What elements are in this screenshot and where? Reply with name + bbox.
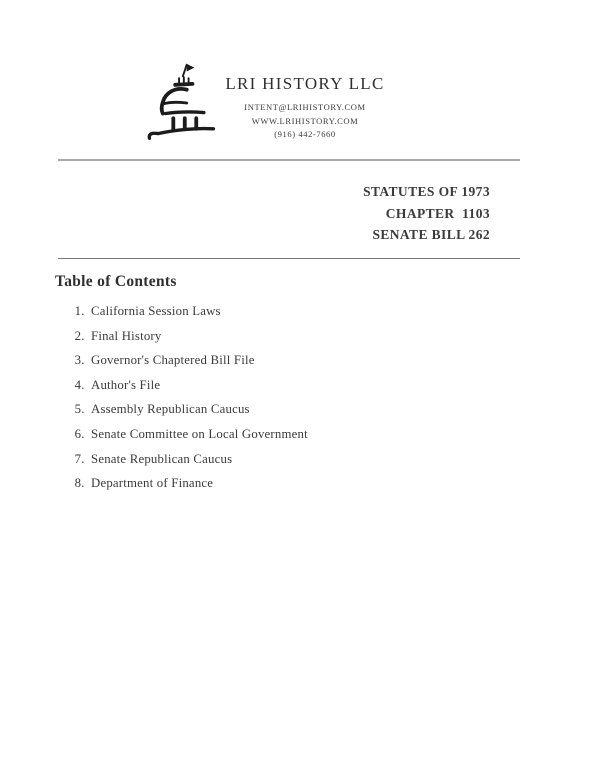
statutes-line: STATUTES OF 1973 bbox=[363, 184, 490, 199]
company-name: LRI HISTORY LLC bbox=[225, 74, 385, 93]
contact-block bbox=[215, 101, 395, 142]
capitol-building-sketch-icon bbox=[136, 60, 224, 146]
toc-item: 7. Senate Republican Caucus bbox=[88, 451, 478, 467]
letterhead bbox=[215, 74, 395, 142]
contact-phone: (916) 442-7660 bbox=[274, 129, 336, 139]
toc-heading: Table of Contents bbox=[55, 273, 177, 290]
chapter-line: CHAPTER 1103 bbox=[385, 205, 490, 221]
toc-list bbox=[58, 303, 478, 500]
contact-email: INTENT@LRIHISTORY.COM bbox=[244, 102, 366, 112]
toc-item: 2. Final History bbox=[88, 328, 478, 344]
divider-bottom bbox=[58, 258, 520, 259]
toc-item: 5. Assembly Republican Caucus bbox=[88, 401, 478, 417]
statute-reference-block bbox=[363, 181, 490, 246]
toc-item: 4. Author's File bbox=[88, 377, 478, 393]
toc-item: 8. Department of Finance bbox=[88, 475, 478, 491]
toc-item: 3. Governor's Chaptered Bill File bbox=[88, 352, 478, 368]
toc-item: 1. California Session Laws bbox=[88, 303, 478, 319]
divider-top bbox=[58, 159, 520, 161]
contact-website: WWW.LRIHISTORY.COM bbox=[251, 115, 359, 126]
senate-bill-line: SENATE BILL 262 bbox=[372, 227, 490, 242]
toc-item: 6. Senate Committee on Local Government bbox=[88, 426, 478, 442]
